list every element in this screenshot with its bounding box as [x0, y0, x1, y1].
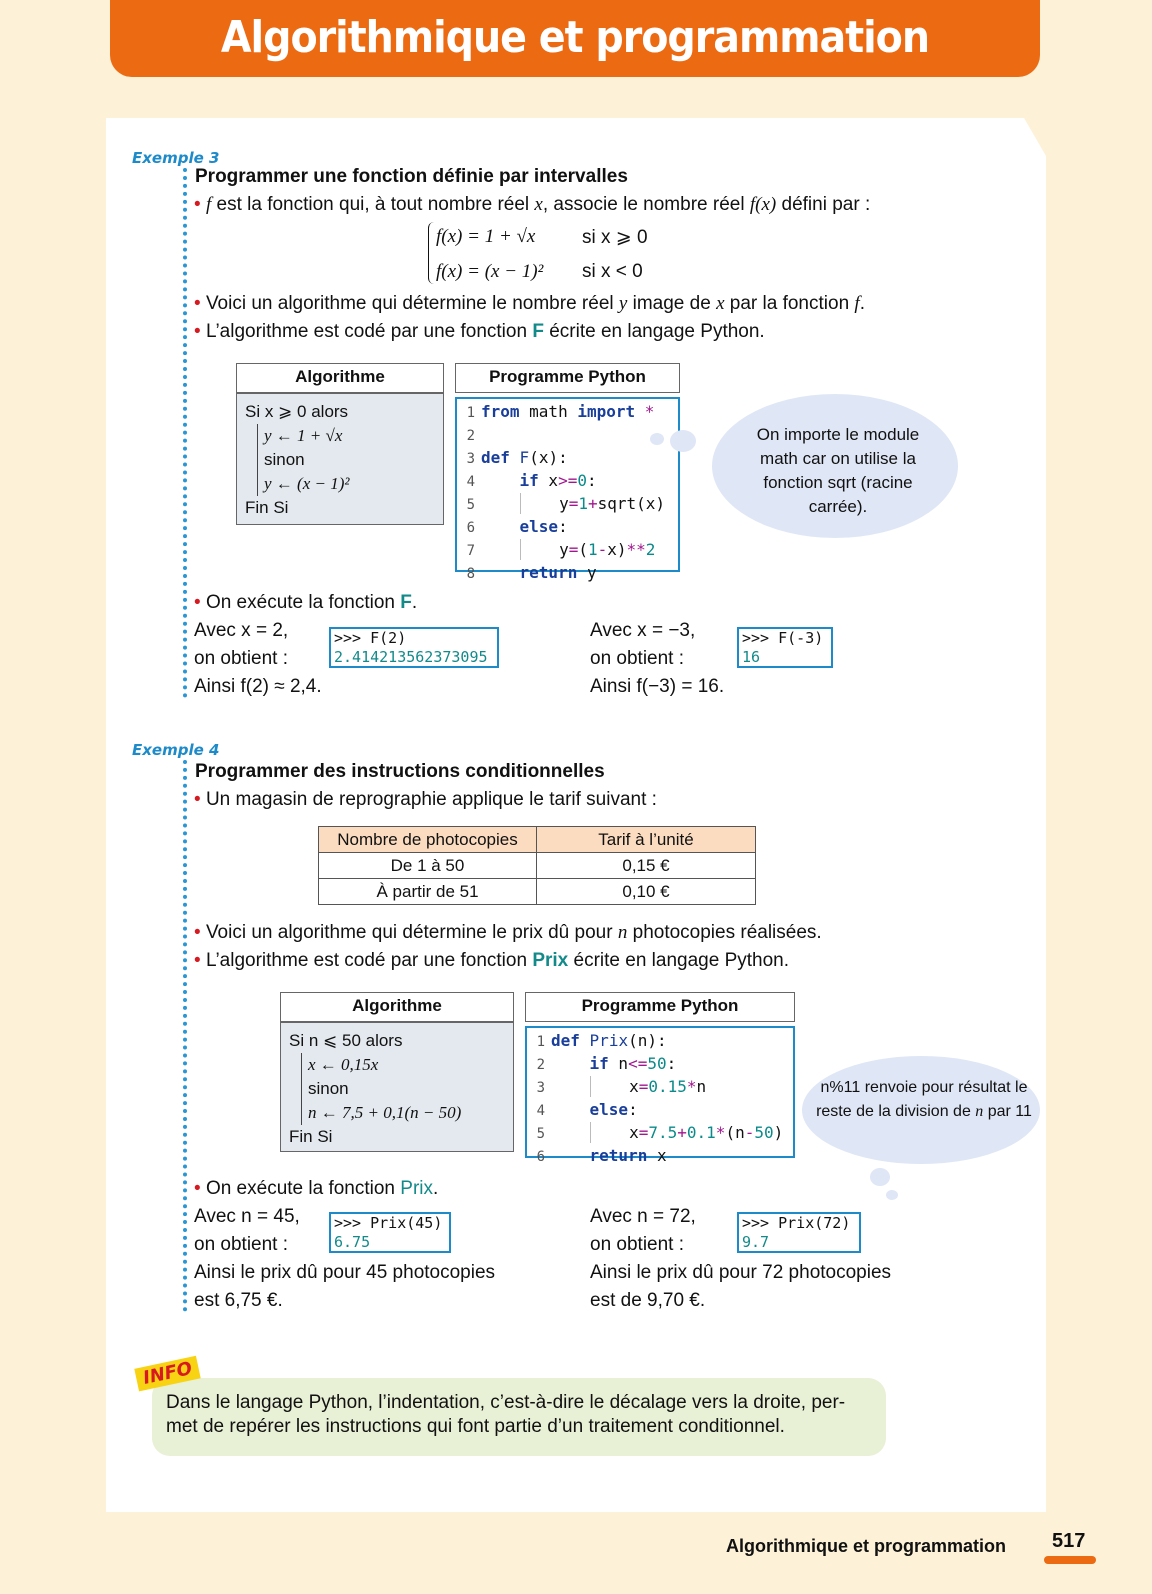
- table-row: [319, 879, 756, 905]
- ex3-line2-f: f: [854, 293, 860, 314]
- bullet: •: [194, 321, 201, 342]
- console-output: 2.414213562373095: [334, 648, 488, 666]
- ex3-exec-fn: F: [400, 592, 412, 613]
- algo-line: sinon: [301, 1077, 505, 1101]
- ex3-function-name: F: [532, 321, 544, 342]
- ex3-line2-x: x: [716, 293, 725, 314]
- case1-equation: f(x) = 1 + √x: [436, 226, 536, 247]
- example-3-dotted-line: [183, 168, 187, 698]
- ex4-left-avec: Avec n = 45,: [194, 1206, 300, 1227]
- ex4-left-ainsi2: est 6,75 €.: [194, 1290, 283, 1311]
- algo-line: n ← 7,5 + 0,1(n − 50): [301, 1101, 505, 1125]
- bullet: •: [194, 194, 201, 215]
- ex3-line2-dot: .: [859, 293, 865, 314]
- cloud-text-n: n: [975, 1103, 984, 1120]
- bullet: •: [194, 950, 201, 971]
- ex3-exec-line: [194, 592, 417, 614]
- ex4-python-code: 1 def Prix(n): 2 if n<=50: 3 x=0.15*n 4 else: 5 x=7.5+0.1*(n-50) 6 return x: [525, 1026, 795, 1158]
- example-4-label: Exemple 4: [132, 741, 220, 759]
- ex3-line3-text2: écrite en langage Python.: [543, 321, 765, 342]
- piecewise-brace: [428, 222, 434, 284]
- ex3-line2-text3: par la fonction: [724, 293, 855, 314]
- console-output: 16: [742, 648, 761, 666]
- ex4-right-ainsi1: Ainsi le prix dû pour 72 photocopies: [590, 1262, 892, 1283]
- thought-bubble-dot: [870, 1168, 890, 1186]
- console-output: 6.75: [334, 1233, 371, 1251]
- ex3-python-header: Programme Python: [455, 363, 680, 393]
- thought-bubble-dot: [670, 430, 696, 452]
- ex4-left-ainsi1: Ainsi le prix dû pour 45 photocopies: [194, 1262, 496, 1283]
- example-3-heading: Programmer une fonction définie par intervalles: [195, 166, 628, 187]
- ex4-exec-text: On exécute la fonction: [205, 1178, 401, 1199]
- console-input: >>> Prix(72): [742, 1214, 851, 1232]
- info-badge: INFO: [134, 1356, 201, 1392]
- table-header-cell: Tarif à l’unité: [537, 827, 756, 853]
- ex4-line2: [194, 922, 822, 944]
- ex4-right-avec: Avec n = 72,: [590, 1206, 696, 1227]
- ex4-line3-text: L’algorithme est codé par une fonction: [205, 950, 533, 971]
- ex3-line1-fx: f(x): [749, 194, 777, 215]
- ex3-algo-box: [236, 393, 444, 525]
- ex3-line2: [194, 293, 865, 315]
- ex4-cloud-text: [816, 1076, 1032, 1124]
- ex4-right-console: [737, 1212, 861, 1253]
- ex3-line2-text2: image de: [627, 293, 717, 314]
- thought-bubble-dot: [886, 1190, 898, 1200]
- ex3-line1-x: x: [534, 194, 543, 215]
- page-number-underline: [1044, 1556, 1096, 1564]
- info-text: Dans le langage Python, l’indentation, c’est-à-dire le décalage vers la droite, per-met de repérer les instructions qui font partie d’un traitement conditionnel.: [166, 1392, 846, 1437]
- ex4-right-obtient: on obtient :: [590, 1234, 685, 1255]
- table-header-row: [319, 827, 756, 853]
- console-output: 9.7: [742, 1233, 770, 1251]
- algo-line: Si n ⩽ 50 alors: [289, 1031, 403, 1050]
- case1-condition: si x ⩾ 0: [582, 227, 648, 248]
- console-input: >>> F(2): [334, 629, 407, 647]
- ex3-left-ainsi: Ainsi f(2) ≈ 2,4.: [194, 676, 322, 697]
- algo-line: Fin Si: [245, 498, 289, 517]
- algo-line: Si x ⩾ 0 alors: [245, 402, 349, 421]
- ex3-line3: [194, 321, 765, 343]
- algo-line: y ← (x − 1)²: [257, 472, 435, 496]
- algo-line: y ← 1 + √x: [257, 424, 435, 448]
- title-bar: [110, 0, 1040, 77]
- algo-line: sinon: [257, 448, 435, 472]
- case2-condition: si x < 0: [582, 261, 643, 282]
- ex3-line2-text: Voici un algorithme qui détermine le nombre réel: [205, 293, 619, 314]
- ex4-python-header: Programme Python: [525, 992, 795, 1022]
- ex4-line3-text2: écrite en langage Python.: [568, 950, 790, 971]
- bullet: •: [194, 922, 201, 943]
- ex3-right-console: [737, 627, 833, 668]
- console-input: >>> Prix(45): [334, 1214, 443, 1232]
- table-cell: De 1 à 50: [319, 853, 537, 879]
- ex3-right-ainsi: Ainsi f(−3) = 16.: [590, 676, 725, 697]
- ex3-line2-y: y: [618, 293, 628, 314]
- ex3-line1-text3: défini par :: [776, 194, 871, 215]
- ex3-left-avec: Avec x = 2,: [194, 620, 289, 641]
- ex4-line2-text2: photocopies réalisées.: [627, 922, 822, 943]
- ex4-line2-text: Voici un algorithme qui détermine le prix dû pour: [205, 922, 618, 943]
- ex4-exec-line: [194, 1178, 438, 1200]
- table-cell: À partir de 51: [319, 879, 537, 905]
- ex3-cloud-text: On importe le module math car on utilise la fonction sqrt (racine carrée).: [756, 425, 920, 516]
- tarif-table: [318, 826, 756, 905]
- algo-line: Fin Si: [289, 1127, 333, 1146]
- bullet: •: [194, 293, 201, 314]
- bullet: •: [194, 592, 201, 613]
- example-3-label: Exemple 3: [132, 149, 220, 167]
- table-row: [319, 853, 756, 879]
- ex3-right-obtient: on obtient :: [590, 648, 685, 669]
- ex4-line3: [194, 950, 789, 972]
- example-4-heading: Programmer des instructions conditionnelles: [195, 761, 605, 782]
- console-input: >>> F(-3): [742, 629, 824, 647]
- cloud-text-c: par 11: [983, 1103, 1032, 1120]
- cloud-text-a: n%11 renvoie pour résultat le reste de la division de: [816, 1079, 1028, 1120]
- ex3-line1-f: f: [205, 194, 212, 215]
- ex3-left-obtient: on obtient :: [194, 648, 289, 669]
- bullet: •: [194, 789, 201, 810]
- ex3-algo-header: Algorithme: [236, 363, 444, 393]
- ex4-function-name: Prix: [532, 950, 569, 971]
- table-cell: 0,15 €: [537, 853, 756, 879]
- ex3-left-console: [329, 627, 499, 668]
- ex4-algo-header: Algorithme: [280, 992, 514, 1022]
- ex3-line1: [194, 194, 870, 216]
- ex4-line1-text: Un magasin de reprographie applique le tarif suivant :: [205, 789, 657, 810]
- ex3-right-avec: Avec x = −3,: [590, 620, 696, 641]
- ex3-exec-dot: .: [411, 592, 418, 613]
- page-number: 517: [1052, 1530, 1086, 1552]
- example-4-dotted-line: [183, 760, 187, 1312]
- table-cell: 0,10 €: [537, 879, 756, 905]
- ex4-exec-dot: .: [433, 1178, 439, 1199]
- case2-equation: f(x) = (x − 1)²: [436, 261, 544, 282]
- ex4-right-ainsi2: est de 9,70 €.: [590, 1290, 706, 1311]
- ex3-python-code: 1 from math import * 2 3 def F(x): 4 if x>=0: 5 y=1+sqrt(x) 6 else: 7 y=(1-x)**2 8 return y: [455, 397, 680, 572]
- bullet: •: [194, 1178, 201, 1199]
- algo-line: x ← 0,15x: [301, 1053, 505, 1077]
- thought-bubble-dot: [650, 433, 664, 445]
- ex4-exec-fn: Prix: [400, 1178, 434, 1199]
- ex3-exec-text: On exécute la fonction: [205, 592, 401, 613]
- table-header-cell: Nombre de photocopies: [319, 827, 537, 853]
- ex4-line2-n: n: [617, 922, 628, 943]
- ex3-line3-text: L’algorithme est codé par une fonction: [205, 321, 533, 342]
- ex3-line1-text2: , associe le nombre réel: [542, 194, 750, 215]
- page-title: Algorithmique et programmation: [220, 12, 930, 63]
- ex4-line1: [194, 789, 657, 811]
- ex4-left-obtient: on obtient :: [194, 1234, 289, 1255]
- ex3-line1-text: est la fonction qui, à tout nombre réel: [211, 194, 535, 215]
- ex4-algo-box: [280, 1022, 514, 1152]
- footer-section-title: Algorithmique et programmation: [726, 1536, 1007, 1556]
- ex4-left-console: [329, 1212, 451, 1253]
